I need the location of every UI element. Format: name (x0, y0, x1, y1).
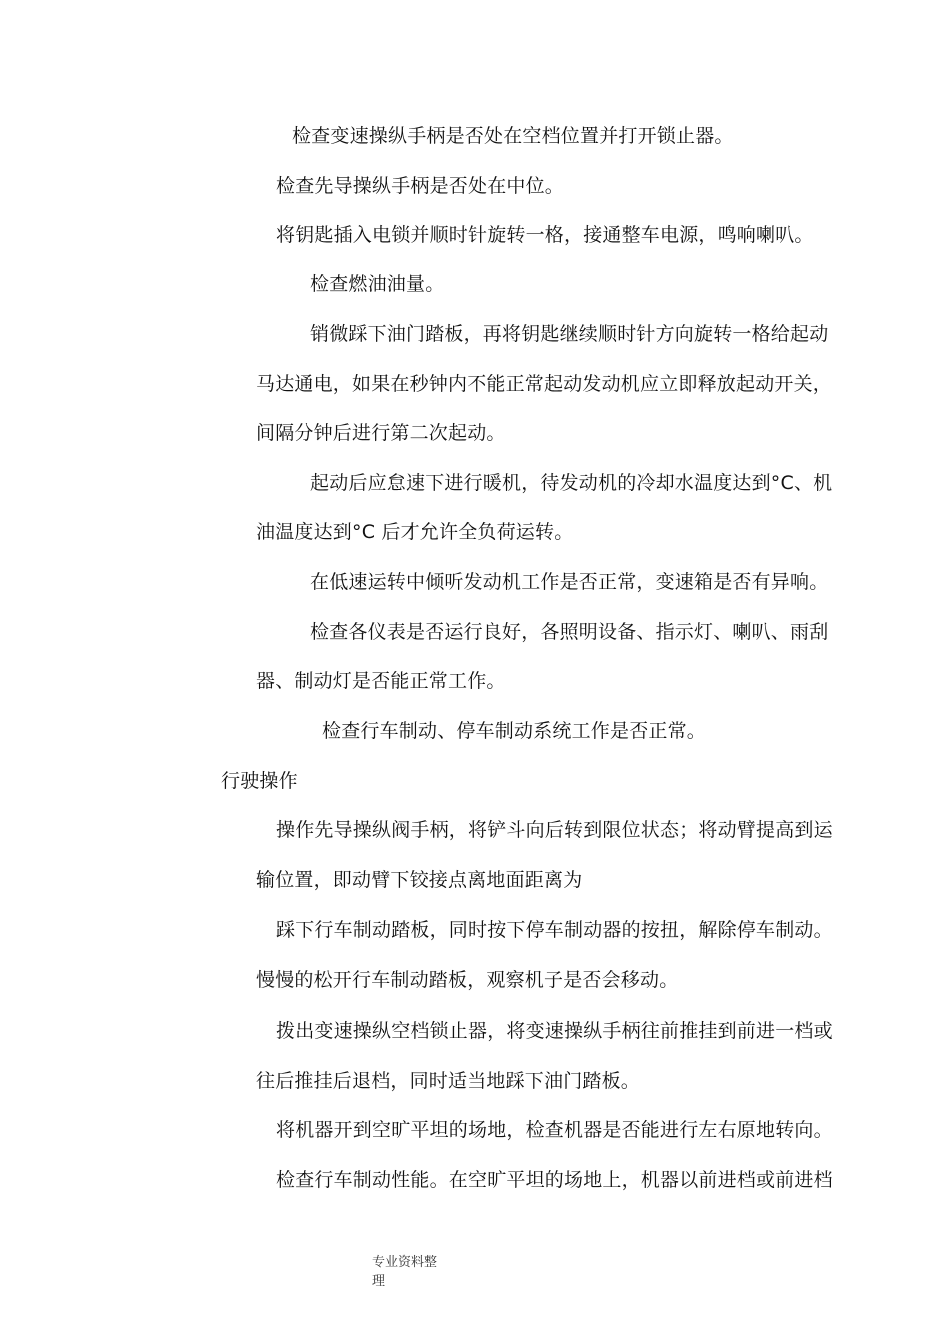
text-line: 慢慢的松开行车制动踏板，观察机子是否会移动。 (256, 969, 679, 991)
footer-text: 理 (372, 1274, 386, 1289)
text-line: 往后推挂后退档，同时适当地踩下油门踏板。 (256, 1070, 641, 1092)
text-line: 油温度达到°C 后才允许全负荷运转。 (256, 521, 574, 543)
text-line: 操作先导操纵阀手柄，将铲斗向后转到限位状态；将动臂提高到运 (276, 819, 833, 841)
text-line: 检查变速操纵手柄是否处在空档位置并打开锁止器。 (292, 125, 734, 147)
text-line: 器、制动灯是否能正常工作。 (256, 670, 506, 692)
text-line: 检查先导操纵手柄是否处在中位。 (276, 175, 565, 197)
text-line: 输位置，即动臂下铰接点离地面距离为 (256, 869, 583, 891)
text-line: 检查行车制动性能。在空旷平坦的场地上，机器以前进档或前进档 (276, 1169, 833, 1191)
text-line: 将钥匙插入电锁并顺时针旋转一格，接通整车电源，鸣响喇叭。 (276, 224, 814, 246)
text-line: 马达通电，如果在秒钟内不能正常起动发动机应立即释放起动开关， (256, 373, 833, 395)
text-line: 在低速运转中倾听发动机工作是否正常，变速箱是否有异响。 (310, 571, 829, 593)
text-line: 销微踩下油门踏板，再将钥匙继续顺时针方向旋转一格给起动 (310, 323, 829, 345)
text-line: 将机器开到空旷平坦的场地，检查机器是否能进行左右原地转向。 (276, 1119, 833, 1141)
text-line: 间隔分钟后进行第二次起动。 (256, 422, 506, 444)
section-heading: 行驶操作 (221, 770, 298, 792)
text-line: 踩下行车制动踏板，同时按下停车制动器的按扭，解除停车制动。 (276, 919, 833, 941)
text-line: 拨出变速操纵空档锁止器，将变速操纵手柄往前推挂到前进一档或 (276, 1020, 833, 1042)
footer-text: 专业资料整 (372, 1255, 438, 1270)
text-line: 检查各仪表是否运行良好，各照明设备、指示灯、喇叭、雨刮 (310, 621, 829, 643)
text-line: 起动后应怠速下进行暖机，待发动机的冷却水温度达到°C、机 (310, 472, 833, 494)
text-line: 检查行车制动、停车制动系统工作是否正常。 (322, 720, 707, 742)
text-line: 检查燃油油量。 (310, 273, 445, 295)
